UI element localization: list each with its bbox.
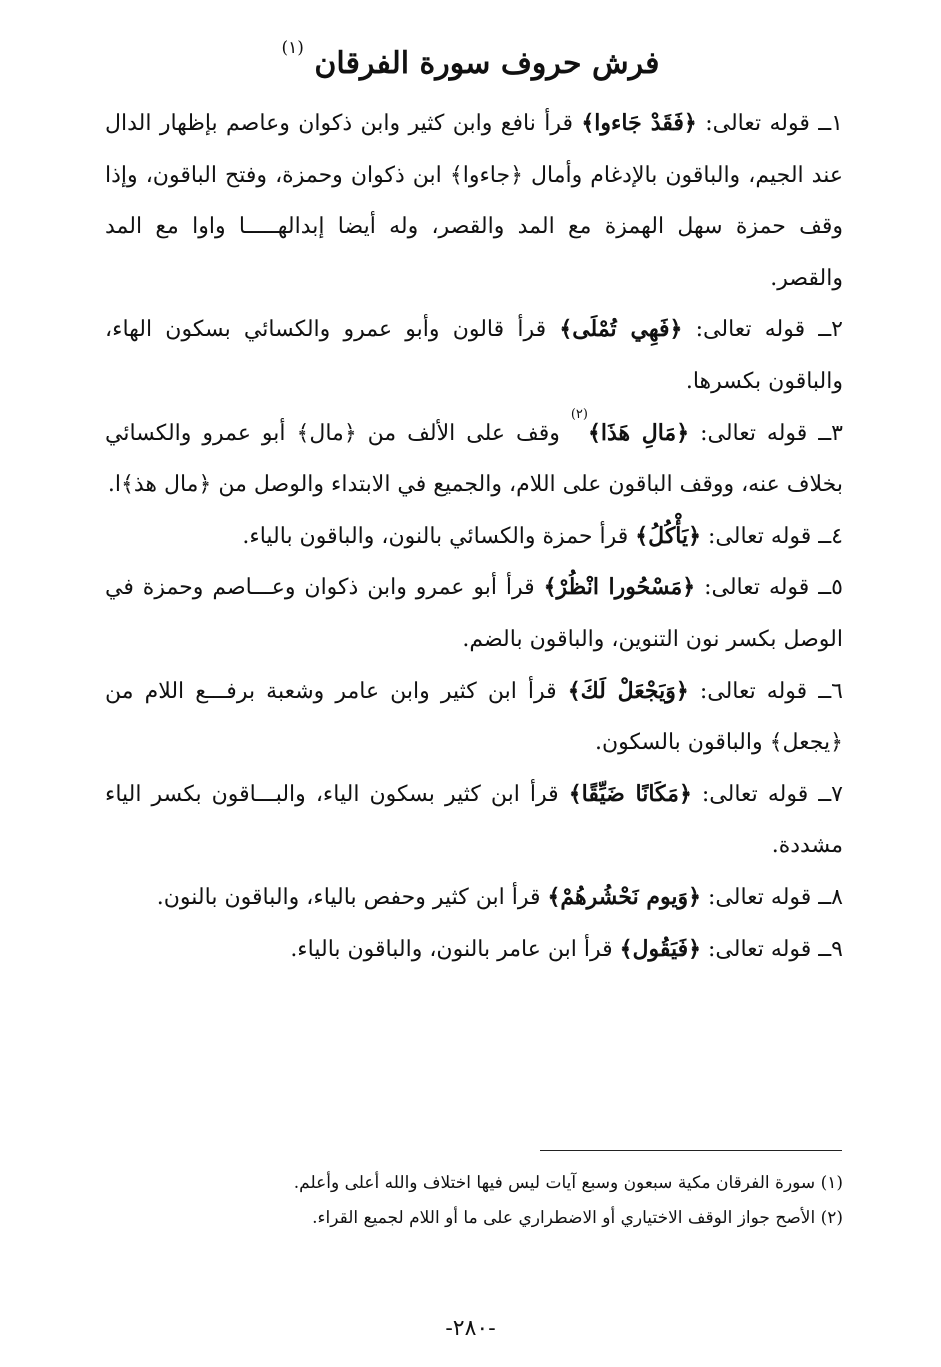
paragraph-text: قرأ ابن كثير بسكون الياء، والبـــاقون بكسر الياء مشددة. <box>105 781 843 859</box>
paragraph-number: ٥ــ <box>818 575 843 601</box>
paragraph-8 <box>105 872 843 924</box>
quranic-quote: ﴿فَهِي تُمْلَى﴾ <box>559 316 683 343</box>
paragraph-text: قرأ أبو عمرو وابن ذكوان وعـــاصم وحمزة في الوصل بكسر نون التنوين، والباقون بالضم. <box>105 575 843 652</box>
title-footnote-ref: (١) <box>281 38 304 58</box>
body-text <box>105 98 843 975</box>
paragraph-1 <box>105 98 843 304</box>
page-number: -٢٨٠- <box>445 1316 496 1341</box>
quranic-quote: ﴿فَقَدْ جَاءوا﴾ <box>581 110 697 136</box>
footnote-1: (١) سورة الفرقان مكية سبعون وسبع آيات ليس فيها اختلاف والله أعلى وأعلم. <box>293 1173 843 1193</box>
paragraph-number: ٤ــ <box>818 523 843 549</box>
footnote-ref: (٢) <box>570 406 588 422</box>
footnote-divider <box>540 1150 842 1151</box>
paragraph-7 <box>105 769 843 872</box>
title-text: فرش حروف سورة الفرقان <box>314 46 660 81</box>
paragraph-9 <box>105 924 843 976</box>
paragraph-lead: قوله تعالى: <box>689 420 819 446</box>
paragraph-text: وقف على الألف من ﴿مال﴾ أبو عمرو والكسائي بخلاف عنه، ووقف الباقون على اللام، والجميع في الابتداء والوصل من ﴿مال هذ﴾ا. <box>105 420 843 498</box>
paragraph-lead: قوله تعالى: <box>696 111 819 136</box>
paragraph-number: ٣ــ <box>818 420 843 446</box>
footnote-2: (٢) الأصح جواز الوقف الاختياري أو الاضطراري على ما أو اللام لجميع القراء. <box>312 1208 843 1228</box>
paragraph-4 <box>105 511 843 563</box>
paragraph-text: قرأ ابن عامر بالنون، والباقون بالياء. <box>290 936 620 962</box>
paragraph-text: قرأ حمزة والكسائي بالنون، والباقون بالياء. <box>242 523 636 549</box>
paragraph-number: ٦ــ <box>818 678 843 704</box>
paragraph-number: ٨ــ <box>818 884 843 910</box>
quranic-quote: ﴿وَيوم نَحْشُرهُمْ﴾ <box>547 883 702 910</box>
paragraph-text: قرأ قالون وأبو عمرو والكسائي بسكون الهاء، والباقون بكسرها. <box>105 317 843 394</box>
paragraph-text: قرأ نافع وابن كثير وابن ذكوان وعاصم بإظهار الدال عند الجيم، والباقون بالإدغام وأمال ﴿جاءوا﴾ ابن ذكوان وحمزة، وفتح الباقون، وإذا وقف حمزة سهل الهمزة مع المد والقصر، وله أيضا إبدالهـــــا واوا مع المد والقصر. <box>105 111 843 291</box>
paragraph-3 <box>105 408 843 511</box>
paragraph-number: ٧ــ <box>818 781 843 807</box>
paragraph-2 <box>105 304 843 407</box>
quranic-quote: ﴿يَأْكُلُ﴾ <box>635 522 702 549</box>
quranic-quote: ﴿مَسْحُورا انْظُرْ﴾ <box>543 574 696 601</box>
quranic-quote: ﴿فَيَقُول﴾ <box>619 935 702 962</box>
paragraph-text: قرأ ابن كثير وحفص بالياء، والباقون بالنون. <box>156 884 548 910</box>
paragraph-lead: قوله تعالى: <box>701 936 819 962</box>
paragraph-number: ٢ــ <box>818 317 843 343</box>
quranic-quote: ﴿وَيَجْعَلْ لَكَ﴾ <box>567 677 689 704</box>
page-title <box>0 40 941 88</box>
paragraph-lead: قوله تعالى: <box>682 317 819 343</box>
paragraph-lead: قوله تعالى: <box>691 781 819 807</box>
paragraph-6 <box>105 666 843 769</box>
quranic-quote: ﴿مَكَانًا ضَيِّقًا﴾ <box>568 780 692 807</box>
paragraph-lead: قوله تعالى: <box>695 575 819 601</box>
paragraph-5 <box>105 562 843 665</box>
paragraph-number: ١ــ <box>818 111 843 136</box>
paragraph-lead: قوله تعالى: <box>688 678 819 704</box>
paragraph-number: ٩ــ <box>818 936 843 962</box>
paragraph-lead: قوله تعالى: <box>701 884 819 910</box>
quranic-quote: ﴿مَالِ هَذَا﴾ <box>587 419 690 446</box>
footnotes <box>105 1166 843 1236</box>
paragraph-lead: قوله تعالى: <box>701 523 819 549</box>
paragraph-text: قرأ ابن كثير وابن عامر وشعبة برفـــع اللام من ﴿يجعل﴾ والباقون بالسكون. <box>105 678 843 756</box>
